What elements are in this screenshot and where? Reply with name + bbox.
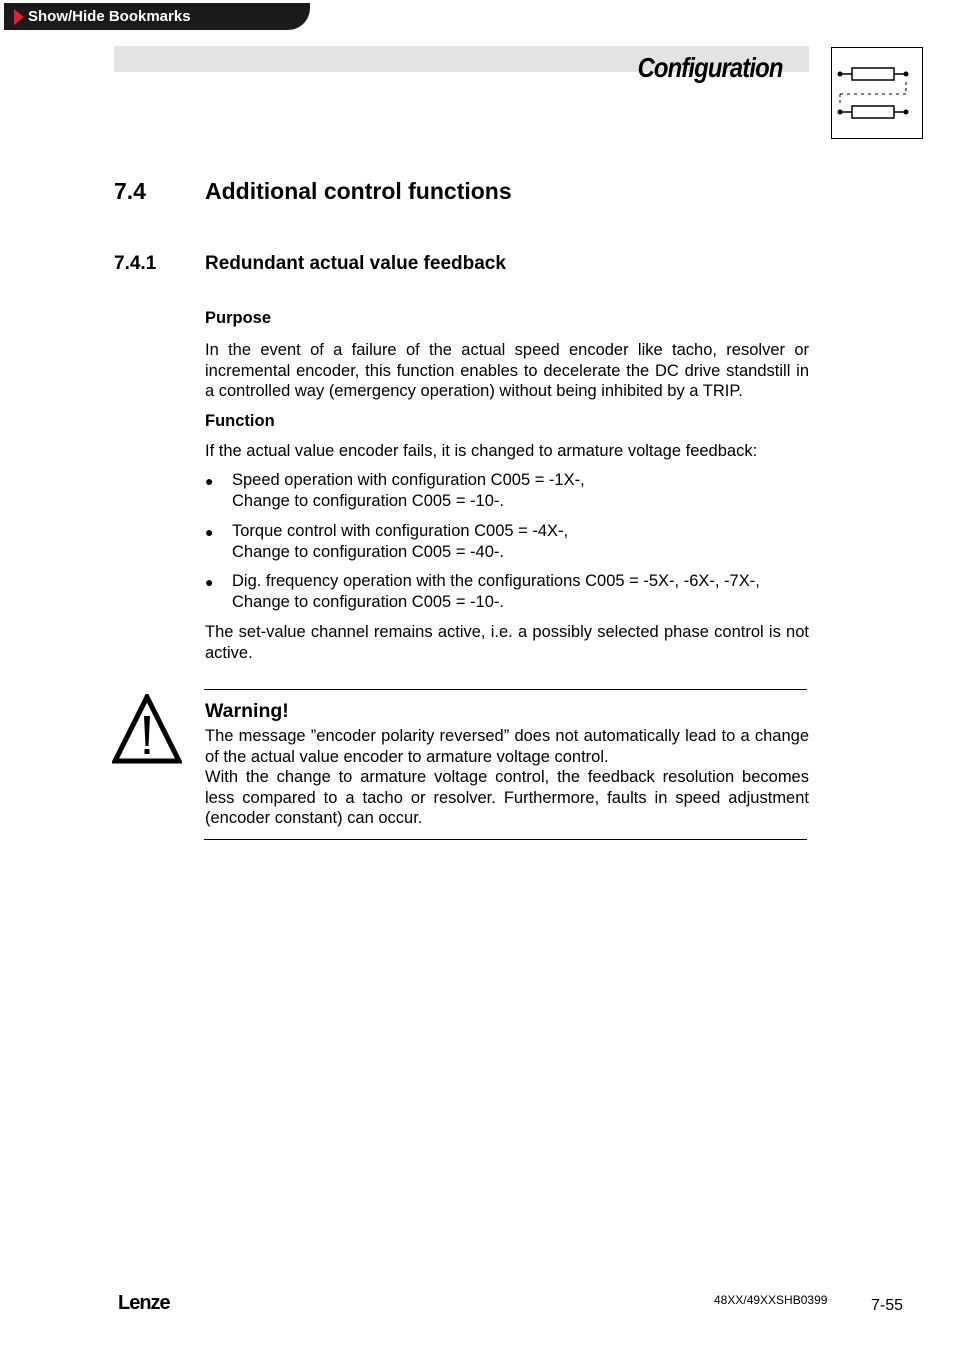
list-item-line: Torque control with configuration C005 = -4X-,	[232, 522, 569, 540]
divider	[204, 689, 807, 690]
list-item-line: Change to configuration C005 = -10-.	[232, 592, 504, 611]
list-item	[232, 521, 568, 562]
purpose-heading: Purpose	[205, 309, 272, 327]
show-hide-bookmarks-button[interactable]	[4, 3, 310, 30]
bookmarks-button-label: Show/Hide Bookmarks	[28, 8, 191, 25]
list-item	[232, 571, 760, 612]
warning-title: Warning!	[205, 700, 289, 722]
list-item-line: Dig. frequency operation with the configurations C005 = -5X-, -6X-, -7X-,	[232, 572, 760, 590]
subsection-title: Redundant actual value feedback	[205, 253, 506, 274]
list-item-line: Change to configuration C005 = -10-.	[232, 491, 504, 510]
divider	[204, 839, 807, 840]
section-title: Additional control functions	[205, 178, 512, 204]
subsection-number: 7.4.1	[114, 253, 157, 274]
list-item-line: Speed operation with configuration C005 = -1X-,	[232, 471, 585, 489]
chapter-title: Configuration	[638, 52, 783, 83]
section-number: 7.4	[114, 178, 146, 204]
list-item-line: Change to configuration C005 = -40-.	[232, 542, 504, 561]
bullet-icon: ●	[205, 524, 214, 540]
page-number: 7-55	[871, 1297, 904, 1314]
warning-paragraph: With the change to armature voltage control, the feedback resolution becomes less compared to a tacho or resolver. Furthermore, faults in speed adjustment (encoder constant) can occur.	[205, 768, 809, 828]
list-item	[232, 470, 585, 511]
function-heading: Function	[205, 412, 275, 430]
warning-paragraph: The message ”encoder polarity reversed” does not automatically lead to a change of the actual value encoder to armature voltage control.	[205, 727, 809, 766]
warning-triangle-icon	[112, 694, 182, 769]
function-intro: If the actual value encoder fails, it is changed to armature voltage feedback:	[205, 442, 758, 460]
warning-text	[205, 726, 809, 829]
document-code: 48XX/49XXSHB0399	[714, 1293, 828, 1307]
lenze-logo: Lenze	[118, 1292, 170, 1314]
function-note: The set-value channel remains active, i.e. a possibly selected phase control is not active.	[205, 623, 809, 662]
bullet-icon: ●	[205, 473, 214, 489]
triangle-right-icon	[14, 9, 24, 25]
purpose-text: In the event of a failure of the actual speed encoder like tacho, resolver or incremental encoder, this function enables to decelerate the DC drive standstill in a controlled way (emergency operation) without being inhibited by a TRIP.	[205, 341, 809, 401]
circuit-diagram-icon	[831, 47, 923, 139]
bullet-icon: ●	[205, 574, 214, 590]
